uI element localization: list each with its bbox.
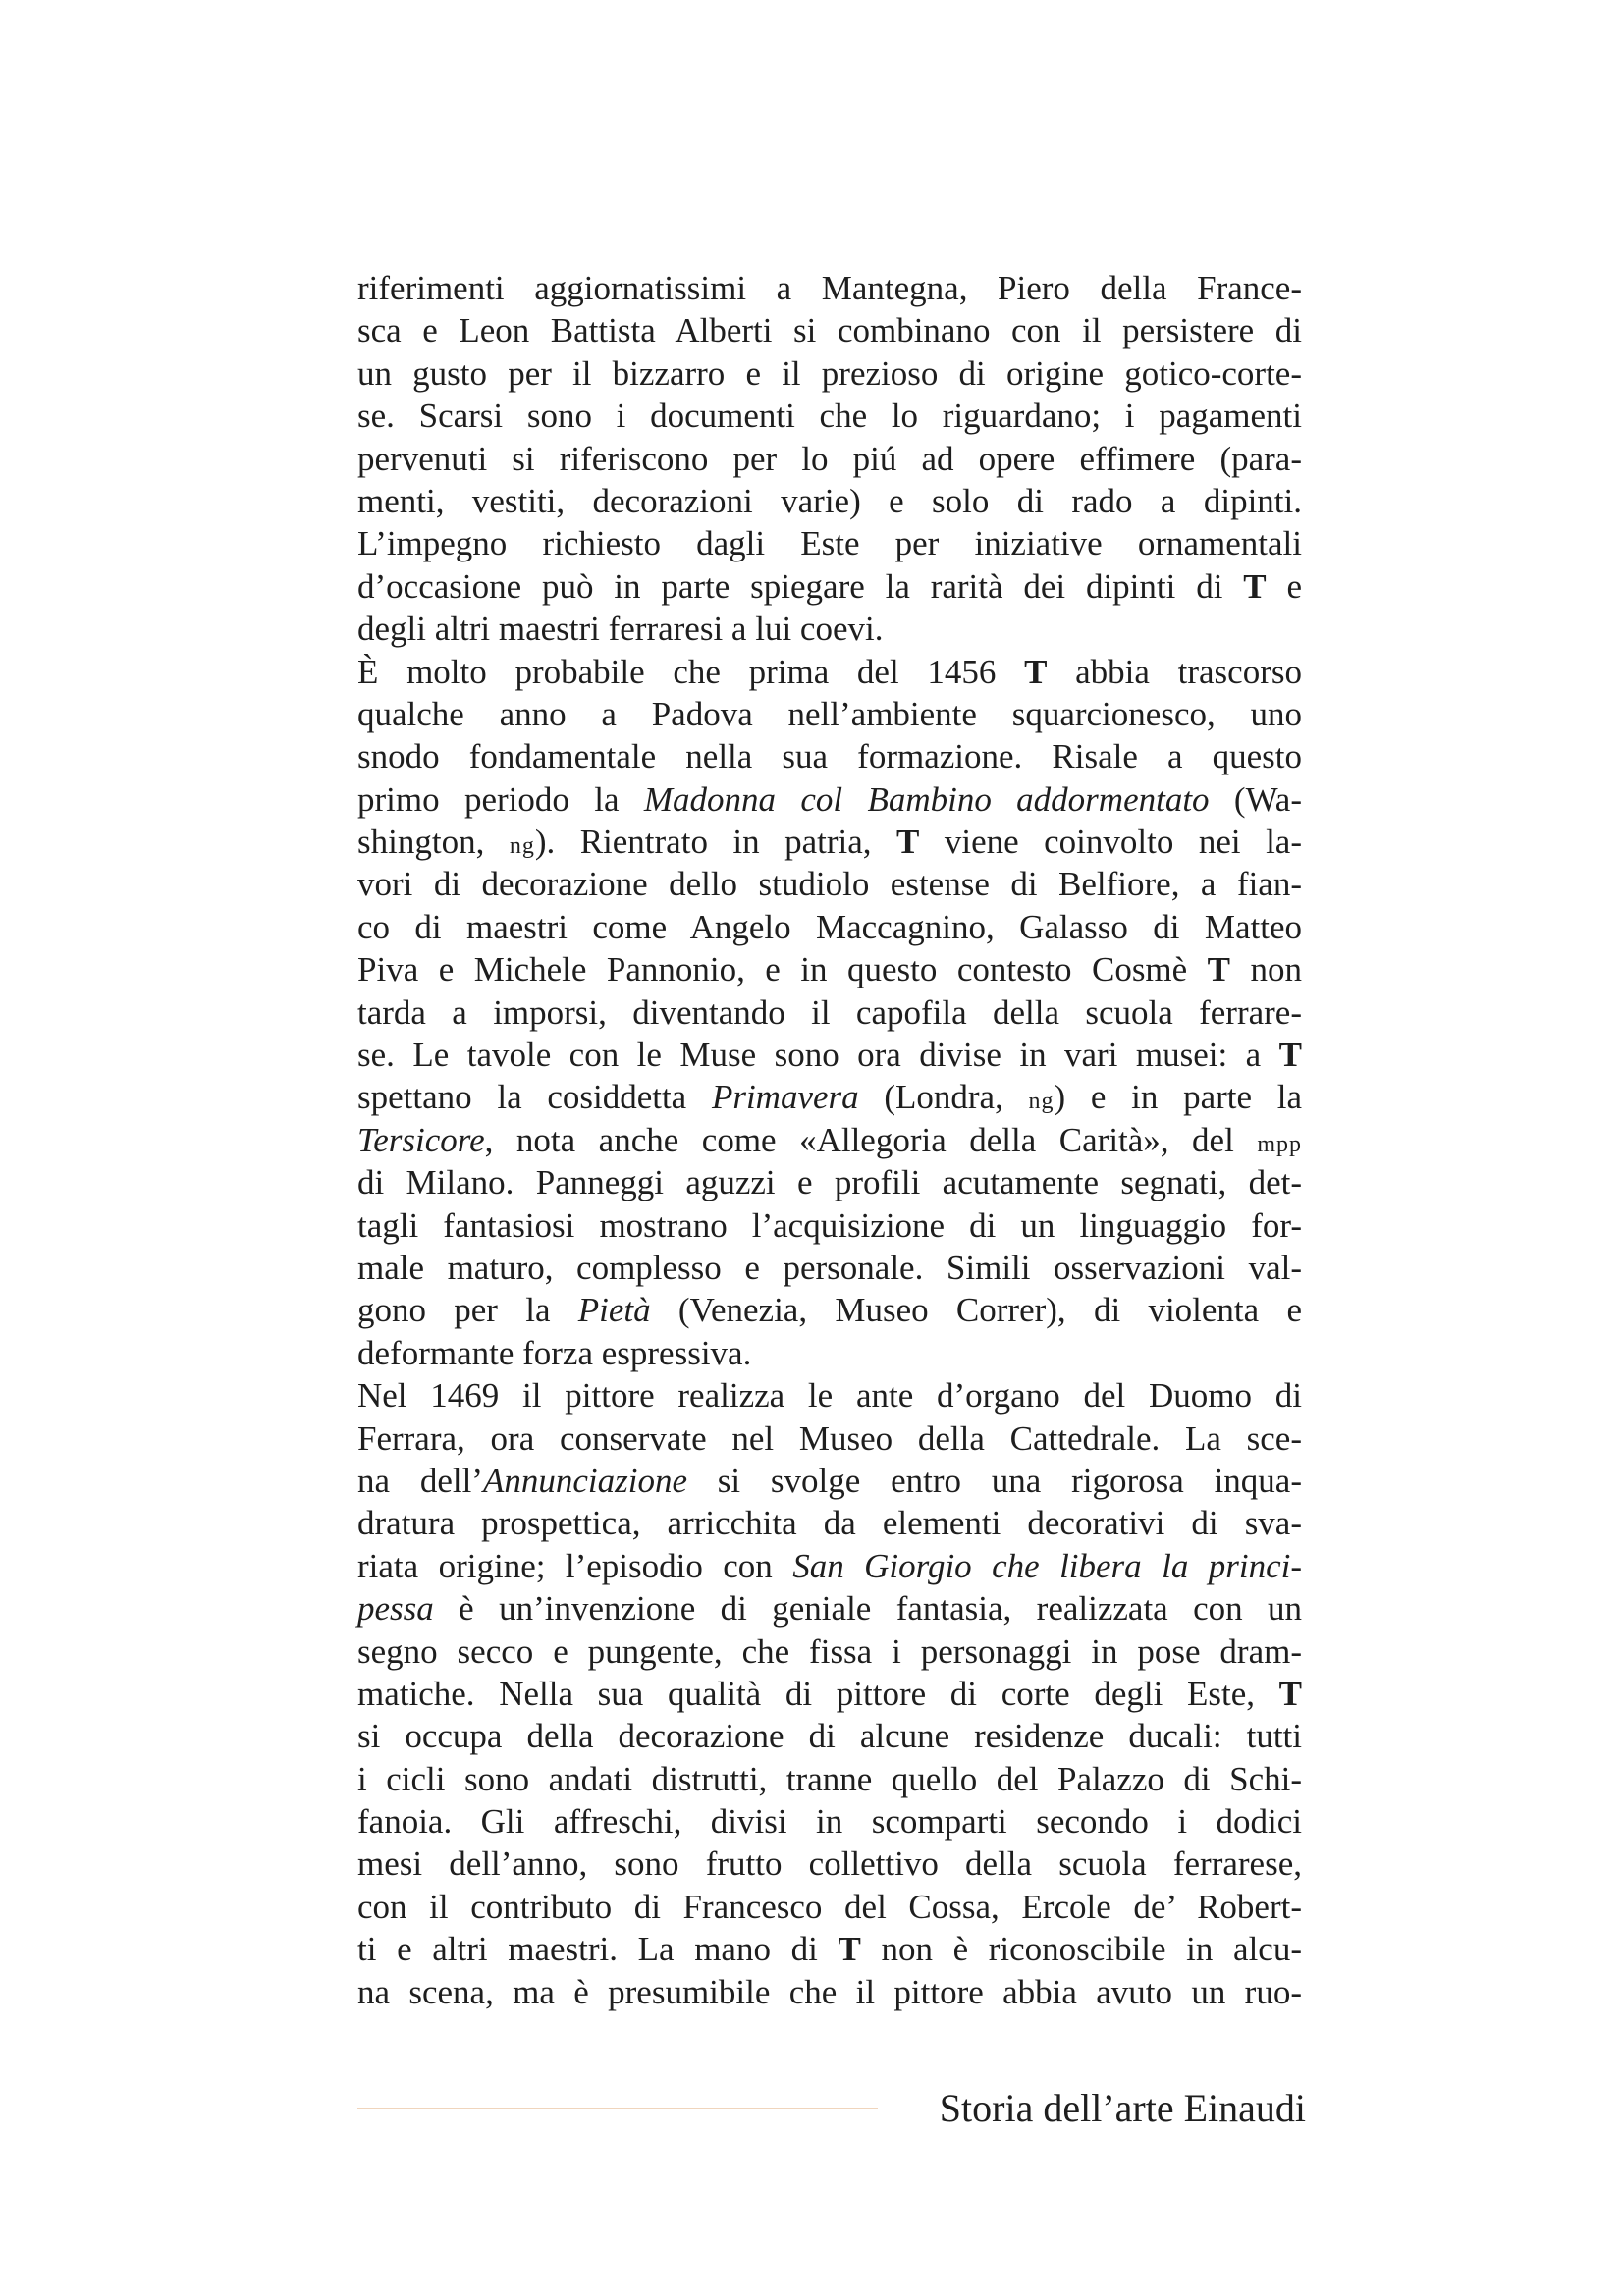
text-run: , nota anche come «Allegoria della Carità», del <box>484 1120 1258 1159</box>
text-line <box>357 267 1302 309</box>
text-run: ). Rientrato in patria, <box>534 823 897 862</box>
text-run: (Wa- <box>1209 779 1302 819</box>
text-line <box>357 438 1302 480</box>
text-run: e <box>1266 566 1302 606</box>
text-line <box>357 480 1302 522</box>
text-run: vori di decorazione dello studiolo estense di Belfiore, a fian- <box>357 865 1302 904</box>
text-run: i cicli sono andati distrutti, tranne quello del Palazzo di Schi- <box>357 1759 1302 1798</box>
text-run: segno secco e pungente, che fissa i personaggi in pose dram- <box>357 1631 1302 1671</box>
text-line <box>357 778 1302 821</box>
text-line <box>357 1928 1302 1970</box>
text-run: (Londra, <box>858 1078 1029 1117</box>
artwork-title: Pietà <box>577 1291 651 1330</box>
text-line <box>357 1247 1302 1289</box>
text-run: co di maestri come Angelo Maccagnino, Galasso di Matteo <box>357 907 1302 946</box>
text-run: fanoia. Gli affreschi, divisi in scomparti secondo i dodici <box>357 1802 1302 1842</box>
text-line <box>357 608 1302 650</box>
text-run: di Milano. Panneggi aguzzi e profili acutamente segnati, det- <box>357 1163 1302 1202</box>
text-run: ti e altri maestri. La mano di <box>357 1930 839 1969</box>
text-run: d’occasione può in parte spiegare la rarità dei dipinti di <box>357 566 1244 606</box>
text-run: pervenuti si riferiscono per lo piú ad opere effimere (para- <box>357 439 1302 478</box>
text-line <box>357 1842 1302 1885</box>
artwork-title: pessa <box>357 1589 434 1629</box>
text-line <box>357 1971 1302 2013</box>
text-run: È molto probabile che prima del <box>357 652 928 691</box>
text-run: con il contributo di Francesco del Cossa, Ercole de’ Robert- <box>357 1887 1302 1926</box>
text-line <box>357 948 1302 990</box>
text-run: 1456 <box>927 652 997 691</box>
text-run: spettano la cosiddetta <box>357 1078 712 1117</box>
text-run: il pittore realizza le ante d’organo del Duomo di <box>499 1376 1302 1415</box>
text-line <box>357 1800 1302 1842</box>
text-run: (Venezia, Museo Correr), di violenta e <box>650 1291 1302 1330</box>
text-line <box>357 651 1302 693</box>
text-run: primo periodo la <box>357 779 644 819</box>
text-run: shington, <box>357 823 510 862</box>
artwork-title: San Giorgio che libera la princi- <box>792 1546 1302 1585</box>
abbrev-t: T <box>1207 950 1231 989</box>
text-run: non <box>1230 950 1303 989</box>
text-run: na dell’ <box>357 1461 483 1500</box>
abbrev-t: T <box>1278 1036 1302 1075</box>
text-run: qualche anno a Padova nell’ambiente squarcionesco, uno <box>357 694 1302 733</box>
abbrev-t: T <box>838 1930 861 1969</box>
text-run: dratura prospettica, arricchita da elementi decorativi di sva- <box>357 1504 1302 1543</box>
artwork-title: Madonna col Bambino addormentato <box>643 779 1210 819</box>
text-run: sca e Leon Battista Alberti si combinano con il persistere di <box>357 311 1302 350</box>
text-line <box>357 1673 1302 1715</box>
body-text <box>357 267 1302 2013</box>
text-line <box>357 1502 1302 1544</box>
text-line <box>357 1204 1302 1247</box>
text-run <box>996 653 1024 691</box>
text-line <box>357 1119 1302 1161</box>
text-line <box>357 1630 1302 1673</box>
text-run: è un’invenzione di geniale fantasia, realizzata con un <box>433 1589 1302 1629</box>
text-line <box>357 735 1302 777</box>
text-line <box>357 352 1302 395</box>
text-line <box>357 1460 1302 1502</box>
text-line <box>357 1374 1302 1416</box>
text-run: mesi dell’anno, sono frutto collettivo della scuola ferrarese, <box>357 1844 1302 1884</box>
text-run: se. Scarsi sono i documenti che lo riguardano; i pagamenti <box>357 397 1302 436</box>
text-line <box>357 1161 1302 1203</box>
artwork-title: Annunciazione <box>482 1461 687 1500</box>
text-line <box>357 1034 1302 1076</box>
text-run: degli altri maestri ferraresi a lui coevi. <box>357 610 884 649</box>
text-run: menti, vestiti, decorazioni varie) e solo di rado a dipinti. <box>357 481 1302 520</box>
text-run: na scena, ma è presumibile che il pittore abbia avuto un ruo- <box>357 1972 1302 2011</box>
text-run: 1469 <box>430 1376 500 1415</box>
text-run: L’impegno richiesto dagli Este per iniziative ornamentali <box>357 524 1302 563</box>
text-run: ) e in parte la <box>1054 1078 1303 1117</box>
text-line <box>357 1545 1302 1587</box>
text-line <box>357 906 1302 948</box>
text-run: Piva e Michele Pannonio, e in questo contesto Cosmè <box>357 950 1208 989</box>
text-line <box>357 1587 1302 1629</box>
text-line <box>357 309 1302 351</box>
museum-abbrev: ng <box>509 833 535 860</box>
text-run: Nel <box>357 1376 431 1415</box>
text-run: non è riconoscibile in alcu- <box>860 1930 1302 1969</box>
museum-abbrev: ng <box>1028 1089 1055 1115</box>
text-line <box>357 1289 1302 1331</box>
text-run: snodo fondamentale nella sua formazione. Risale a questo <box>357 737 1302 776</box>
museum-abbrev: mpp <box>1257 1131 1302 1157</box>
text-line <box>357 395 1302 437</box>
text-line <box>357 1417 1302 1460</box>
text-run: si occupa della decorazione di alcune residenze ducali: tutti <box>357 1717 1302 1756</box>
footer-rule <box>357 2108 878 2109</box>
text-run: male maturo, complesso e personale. Simili osservazioni val- <box>357 1248 1302 1287</box>
text-run: si svolge entro una rigorosa inqua- <box>687 1461 1302 1500</box>
abbrev-t: T <box>1278 1674 1302 1713</box>
text-run: tarda a imporsi, diventando il capofila della scuola ferrare- <box>357 992 1302 1032</box>
text-line <box>357 1886 1302 1928</box>
text-run: viene coinvolto nei la- <box>919 823 1302 862</box>
text-run: deformante forza espressiva. <box>357 1333 752 1372</box>
text-line <box>357 1076 1302 1118</box>
text-line <box>357 693 1302 735</box>
abbrev-t: T <box>1243 566 1267 606</box>
text-line <box>357 565 1302 608</box>
artwork-title: Tersicore <box>357 1120 485 1159</box>
text-line <box>357 522 1302 564</box>
text-run: se. Le tavole con le Muse sono ora divise in vari musei: a <box>357 1036 1279 1075</box>
text-line <box>357 1758 1302 1800</box>
text-run: riferimenti aggiornatissimi a Mantegna, Piero della France- <box>357 269 1302 307</box>
abbrev-t: T <box>896 823 920 862</box>
abbrev-t: T <box>1024 652 1048 691</box>
text-run: matiche. Nella sua qualità di pittore di corte degli Este, <box>357 1674 1279 1713</box>
text-run: Ferrara, ora conservate nel Museo della Cattedrale. La sce- <box>357 1418 1302 1458</box>
text-line <box>357 991 1302 1034</box>
footer-title: Storia dell’arte Einaudi <box>939 2086 1306 2130</box>
text-line <box>357 821 1302 863</box>
text-line <box>357 1715 1302 1757</box>
text-run: riata origine; l’episodio con <box>357 1546 793 1585</box>
text-run: abbia trascorso <box>1047 652 1302 691</box>
artwork-title: Primavera <box>711 1078 859 1117</box>
text-run: gono per la <box>357 1291 578 1330</box>
text-run: tagli fantasiosi mostrano l’acquisizione di un linguaggio for- <box>357 1205 1302 1245</box>
text-line <box>357 1332 1302 1374</box>
text-line <box>357 863 1302 905</box>
text-run: un gusto per il bizzarro e il prezioso di origine gotico-corte- <box>357 353 1302 393</box>
